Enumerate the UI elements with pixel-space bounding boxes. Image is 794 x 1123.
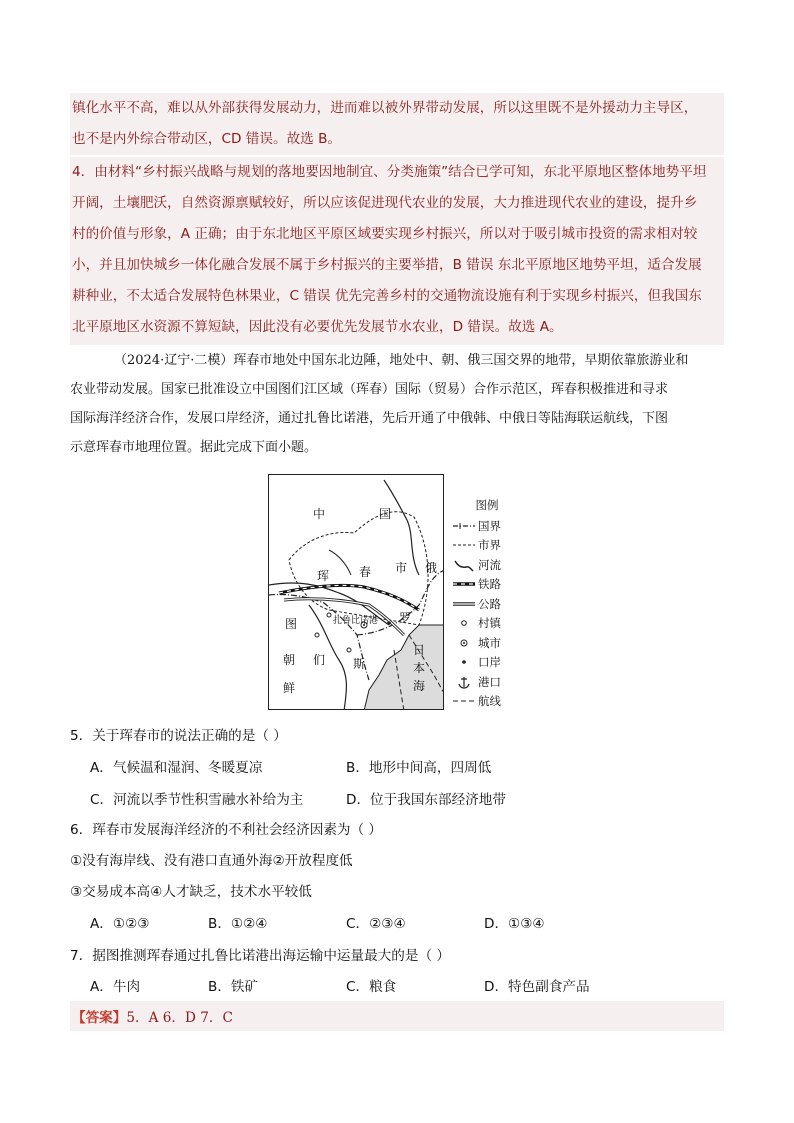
legend-item [452, 575, 522, 595]
legend-label: 铁路 [478, 577, 501, 592]
map-label: 图 [285, 617, 298, 631]
map-label: 斯 [353, 657, 366, 671]
legend-label: 国界 [478, 518, 501, 533]
legend-label: 村镇 [478, 616, 501, 631]
legend-label: 航线 [478, 694, 501, 709]
map-label: 俄 [425, 561, 438, 575]
port-of-entry-symbol-icon [452, 655, 476, 669]
answer-key [70, 1001, 724, 1031]
map-label: 春 [359, 565, 372, 579]
legend-item [452, 536, 522, 556]
explanation-line: 开阔，土壤肥沃，自然资源禀赋较好，所以应该促进现代农业的发展，大力推进现代农业的建设，提升乡 [72, 195, 698, 211]
explanation-line: 村的价值与形象，A 正确；由于东北地区平原区域要实现乡村振兴，所以对于吸引城市投资的需求相对较 [72, 226, 698, 242]
passage [70, 346, 724, 462]
map-label: 国 [379, 507, 392, 521]
question-5-option-d: D．位于我国东部经济地带 [346, 792, 506, 808]
anchor-icon [452, 675, 476, 689]
legend-label: 城市 [478, 635, 501, 650]
question-7-option-d: D．特色副食产品 [484, 979, 590, 995]
map-label: 朝 [283, 653, 296, 667]
question-6-option-a: A．①②③ [90, 916, 150, 932]
map-label: 本 [413, 661, 426, 675]
answer-key-value: 5．A 6．D 7．C [126, 1010, 233, 1026]
legend-label: 市界 [478, 538, 501, 553]
question-7-option-b: B．铁矿 [208, 979, 259, 995]
question-6-statements: ③交易成本高④人才缺乏，技术水平较低 [70, 884, 312, 900]
legend-item [452, 692, 522, 712]
question-6-option-c: C．②③④ [346, 916, 406, 932]
answer-explanation-block [70, 93, 724, 155]
answer-explanation-block [70, 157, 724, 345]
shipping-route-symbol-icon [452, 694, 476, 708]
answer-key-tag: 【答案】 [72, 1010, 127, 1026]
map-label: 日 [413, 643, 426, 657]
question-6-statements: ①没有海岸线、没有港口直通外海②开放程度低 [70, 853, 353, 869]
passage-line: 农业带动发展。国家已批准设立中国图们江区域（珲春）国际（贸易）合作示范区，珲春积极推进和寻求 [70, 382, 669, 397]
question-5: 5．关于珲春市的说法正确的是（ ） [70, 728, 287, 744]
question-5-option-a: A．气候温和湿润、冬暖夏凉 [90, 760, 263, 776]
river-symbol-icon [452, 558, 476, 572]
explanation-line: 也不是内外综合带动区，CD 错误。故选 B。 [72, 131, 342, 147]
city-boundary-symbol-icon [452, 538, 476, 552]
explanation-line: 镇化水平不高，难以从外部获得发展动力，进而难以被外界带动发展，所以这里既不是外援动力主导区， [72, 100, 698, 116]
map-label: 海 [413, 679, 426, 693]
passage-line: （2024·辽宁·二模）珲春市地处中国东北边陲，地处中、朝、俄三国交界的地带，早期依靠旅游业和 [114, 353, 689, 368]
city-symbol-icon [452, 636, 476, 650]
legend-item [452, 672, 522, 692]
legend-item [452, 633, 522, 653]
map-label: 扎鲁比诺港 [333, 616, 379, 626]
legend-item [452, 555, 522, 575]
map-label: 们 [313, 653, 326, 667]
explanation-line: 小，并且加快城乡一体化融合发展不属于乡村振兴的主要举措，B 错误 东北平原地区地势平坦，适合发展 [72, 257, 702, 273]
question-7-option-a: A．牛肉 [90, 979, 141, 995]
map-label: 中 [313, 507, 326, 521]
map-label: 鲜 [283, 681, 296, 695]
legend-item [452, 594, 522, 614]
legend-label: 口岸 [478, 655, 501, 670]
map-label: 罗 [399, 611, 412, 625]
legend-label: 河流 [478, 557, 501, 572]
legend-item [452, 516, 522, 536]
village-symbol-icon [452, 616, 476, 630]
explanation-line: 4．由材料“乡村振兴战略与规划的落地要因地制宜、分类施策”结合已学可知，东北平原地区整体地势平坦 [72, 164, 707, 180]
question-7: 7．据图推测珲春通过扎鲁比诺港出海运输中运量最大的是（ ） [70, 948, 450, 964]
hunchun-location-map [268, 474, 444, 710]
road-symbol-icon [452, 597, 476, 611]
border-symbol-icon [452, 519, 476, 533]
explanation-line: 北平原地区水资源不算短缺，因此没有必要优先发展节水农业，D 错误。故选 A。 [72, 319, 563, 335]
railway-symbol-icon [452, 577, 476, 591]
passage-line: 国际海洋经济合作，发展口岸经济，通过扎鲁比诺港，先后开通了中俄韩、中俄日等陆海联运航线，下图 [70, 411, 669, 426]
legend-item [452, 614, 522, 634]
legend-label: 公路 [478, 596, 501, 611]
legend-label: 港口 [478, 674, 501, 689]
legend-item [452, 653, 522, 673]
question-6: 6．珲春市发展海洋经济的不利社会经济因素为（ ） [70, 822, 383, 838]
question-7-option-c: C．粮食 [346, 979, 397, 995]
question-5-option-b: B．地形中间高，四周低 [346, 760, 492, 776]
map-label: 珲 [317, 569, 330, 583]
question-5-option-c: C．河流以季节性积雪融水补给为主 [90, 792, 304, 808]
question-6-option-b: B．①②④ [208, 916, 268, 932]
map-label: 市 [395, 561, 408, 575]
passage-line: 示意珲春市地理位置。据此完成下面小题。 [70, 440, 318, 455]
question-6-option-d: D．①③④ [484, 916, 545, 932]
legend-title: 图例 [475, 498, 499, 512]
map-legend [452, 497, 522, 711]
explanation-line: 耕种业，不太适合发展特色林果业，C 错误 优先完善乡村的交通物流设施有利于实现乡村振兴，但我国东 [72, 288, 702, 304]
